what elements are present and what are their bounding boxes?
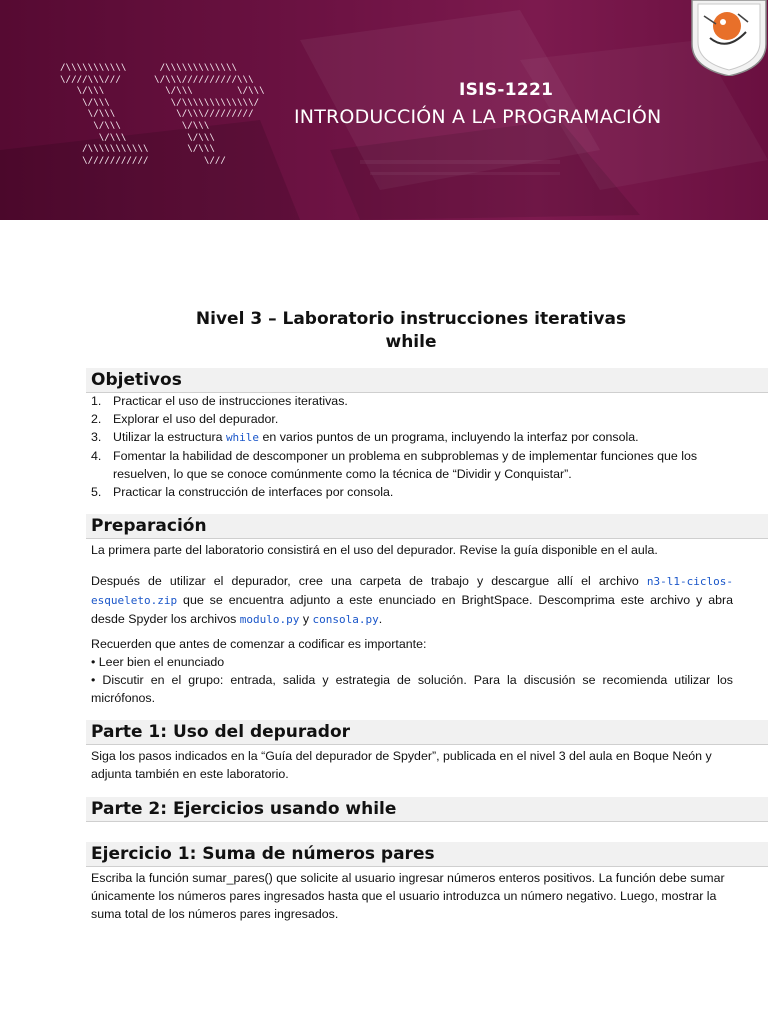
text-span: Después de utilizar el depurador, cree una carpeta de trabajo y descargue allí el archivo <box>91 574 647 588</box>
reminder-intro: Recuerden que antes de comenzar a codificar es importante: <box>91 637 427 651</box>
list-item-number: 1. <box>91 394 102 408</box>
section-heading-objetivos: Objetivos <box>86 368 768 393</box>
paragraph-preparacion-intro: La primera parte del laboratorio consistirá en el uso del depurador. Revise la guía disponible en el aula. <box>91 543 658 557</box>
document-title <box>0 308 768 354</box>
university-shield-icon <box>690 0 768 76</box>
paragraph-preparacion-files <box>91 572 733 629</box>
objectives-list <box>91 392 733 501</box>
list-item-text: Explorar el uso del depurador. <box>113 412 279 426</box>
paragraph-preparacion-reminders <box>91 635 733 707</box>
paragraph-ejercicio1: Escriba la función sumar_pares() que solicite al usuario ingresar números enteros positivos. La función debe sumar únicamente los números pares ingresados hasta que el usuario introduzca un número negativo. Luego, mostrar la suma total de los números pares ingresados. <box>91 871 725 921</box>
inline-code-consola-file: consola.py <box>312 613 379 626</box>
inline-code-while: while <box>225 431 260 444</box>
list-item <box>91 392 733 410</box>
text-span: y <box>299 612 313 626</box>
list-item-text: Practicar el uso de instrucciones iterativas. <box>113 394 348 408</box>
inline-code-zip-file: n3-l1-ciclos-esqueleto.zip <box>91 575 733 607</box>
course-code: ISIS-1221 <box>459 80 554 100</box>
list-item <box>91 428 733 447</box>
section-heading-preparacion: Preparación <box>86 514 768 539</box>
document-title-line1: Nivel 3 – Laboratorio instrucciones iterativas <box>195 309 627 329</box>
list-item-text: Fomentar la habilidad de descomponer un problema en subproblemas y de implementar funciones que los resuelven, lo que se conoce comúnmente como la técnica de “Dividir y Conquistar”. <box>113 449 698 481</box>
section-heading-parte1: Parte 1: Uso del depurador <box>86 720 768 745</box>
list-item <box>91 483 733 501</box>
inline-code-modulo-file: modulo.py <box>239 613 300 626</box>
list-item <box>91 410 733 428</box>
list-item-text-pre: Utilizar la estructura <box>113 430 226 444</box>
paragraph-parte1: Siga los pasos indicados en la “Guía del depurador de Spyder”, publicada en el nivel 3 del aula en Boque Neón y adjunta también en este laboratorio. <box>91 749 712 781</box>
section-heading-ejercicio1: Ejercicio 1: Suma de números pares <box>86 842 768 867</box>
reminder-bullet-1: • Leer bien el enunciado <box>91 655 225 669</box>
list-item <box>91 447 733 483</box>
list-item-number: 2. <box>91 412 102 426</box>
list-item-number: 3. <box>91 430 102 444</box>
document-title-line2: while <box>385 332 437 352</box>
text-span: . <box>378 612 383 626</box>
text-span: que se encuentra adjunto a este enunciado en BrightSpace. Descomprima este archivo y abra desde Spyder los archivos <box>91 593 733 626</box>
list-item-number: 5. <box>91 485 102 499</box>
course-name: INTRODUCCIÓN A LA PROGRAMACIÓN <box>294 106 662 128</box>
ip-ascii-logo: /\\\\\\\\\\\ /\\\\\\\\\\\\\ \////\\\/// \/\\\//////////\\\ \/\\\ \/\\\ \/\\\ \/\\\ \/\\\\\\\\\\\\\/ \/\\\ \/\\\///////// \/\\\ \/\\\ \/\\\ \/\\\ /\\\\\\\\\\\ \/\\\ \/////////// \/// <box>60 62 265 166</box>
list-item-text: Practicar la construcción de interfaces por consola. <box>113 485 394 499</box>
reminder-bullet-2: • Discutir en el grupo: entrada, salida y estrategia de solución. Para la discusión se recomienda utilizar los micrófonos. <box>91 673 733 705</box>
list-item-number: 4. <box>91 449 102 463</box>
list-item-text-post: en varios puntos de un programa, incluyendo la interfaz por consola. <box>259 430 639 444</box>
header-banner <box>0 0 768 220</box>
section-heading-parte2: Parte 2: Ejercicios usando while <box>86 797 768 822</box>
